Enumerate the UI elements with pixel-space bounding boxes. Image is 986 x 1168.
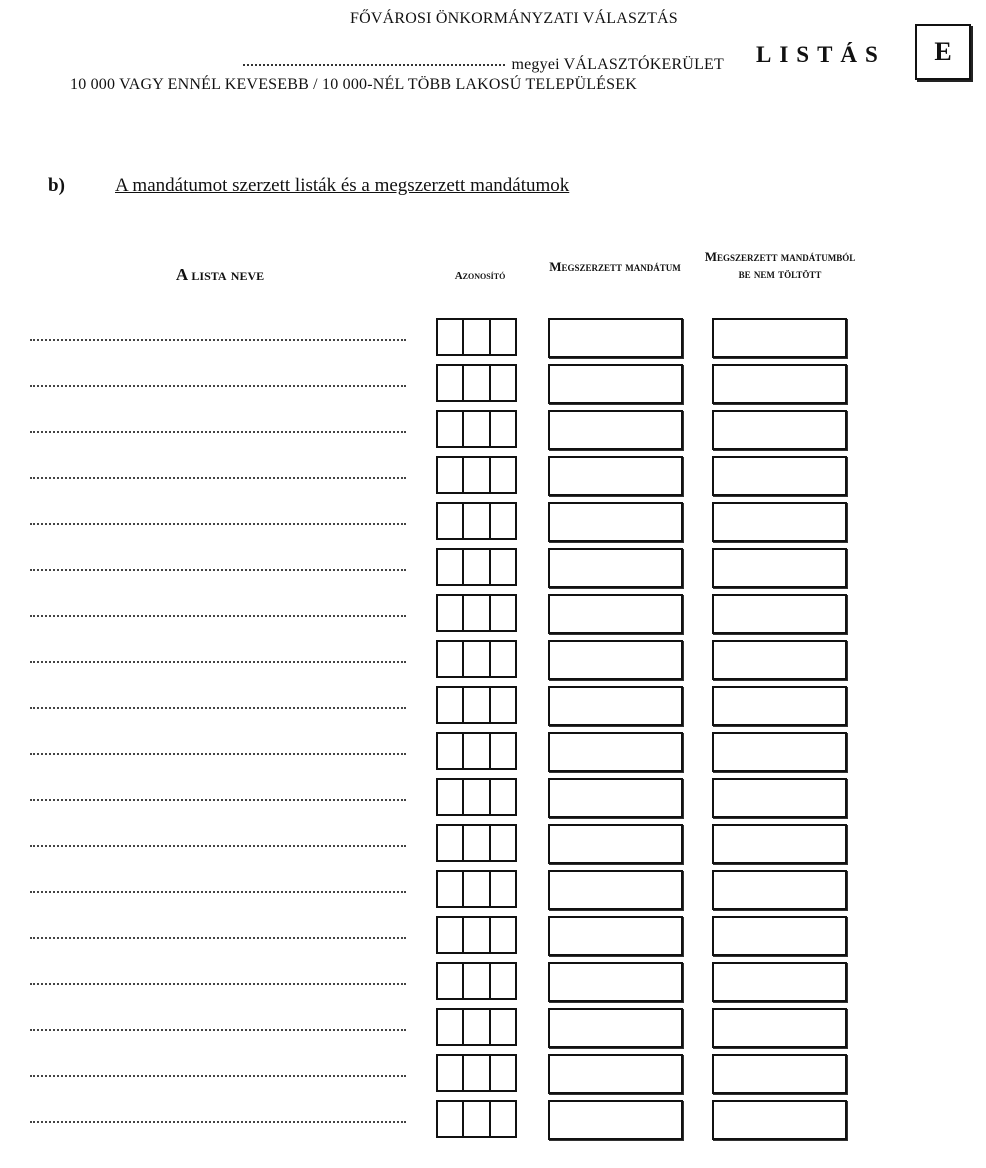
section-title: A mandátumot szerzett listák és a megszerzett mandátumok [115,175,570,196]
list-name-line[interactable] [30,707,406,709]
mandates-unfilled-box[interactable] [712,410,847,450]
identifier-box [436,640,517,678]
list-name-line[interactable] [30,1121,406,1123]
form-row [0,916,986,962]
identifier-digit-cell[interactable] [489,596,515,630]
identifier-digit-cell[interactable] [462,596,488,630]
identifier-digit-cell[interactable] [462,642,488,676]
identifier-digit-cell[interactable] [489,826,515,860]
mandates-unfilled-box[interactable] [712,502,847,542]
form-row [0,962,986,1008]
form-row [0,1008,986,1054]
mandates-won-box[interactable] [548,824,683,864]
mandates-won-box[interactable] [548,778,683,818]
form-row [0,364,986,410]
list-name-line[interactable] [30,661,406,663]
mandates-unfilled-box[interactable] [712,962,847,1002]
mandates-won-box[interactable] [548,456,683,496]
identifier-digit-cell[interactable] [462,504,488,538]
identifier-digit-cell[interactable] [438,780,462,814]
form-letter-box [915,24,971,80]
identifier-digit-cell[interactable] [489,964,515,998]
identifier-digit-cell[interactable] [489,412,515,446]
mandates-won-box[interactable] [548,732,683,772]
identifier-digit-cell[interactable] [489,872,515,906]
mandates-won-box[interactable] [548,364,683,404]
list-name-line[interactable] [30,937,406,939]
identifier-box [436,548,517,586]
identifier-digit-cell[interactable] [462,918,488,952]
identifier-box [436,502,517,540]
identifier-digit-cell[interactable] [462,734,488,768]
column-header-mandates-won: Megszerzett mandátum [549,259,681,274]
list-name-line[interactable] [30,569,406,571]
form-row [0,732,986,778]
mandates-unfilled-box[interactable] [712,364,847,404]
list-name-line[interactable] [30,385,406,387]
form-row [0,778,986,824]
list-name-line[interactable] [30,431,406,433]
mandates-won-box[interactable] [548,318,683,358]
mandates-unfilled-box[interactable] [712,870,847,910]
identifier-box [436,916,517,954]
identifier-digit-cell[interactable] [489,1010,515,1044]
mandates-won-box[interactable] [548,548,683,588]
identifier-digit-cell[interactable] [438,1010,462,1044]
identifier-digit-cell[interactable] [489,688,515,722]
mandates-unfilled-box[interactable] [712,318,847,358]
identifier-digit-cell[interactable] [462,826,488,860]
identifier-digit-cell[interactable] [438,1056,462,1090]
identifier-digit-cell[interactable] [462,458,488,492]
identifier-digit-cell[interactable] [438,366,462,400]
identifier-box [436,318,517,356]
identifier-digit-cell[interactable] [489,1102,515,1136]
list-name-line[interactable] [30,983,406,985]
form-row [0,1100,986,1146]
mandates-unfilled-box[interactable] [712,1008,847,1048]
mandates-unfilled-box[interactable] [712,824,847,864]
identifier-digit-cell[interactable] [462,550,488,584]
mandates-won-box[interactable] [548,502,683,542]
section-marker: b) [48,175,65,196]
mandates-unfilled-box[interactable] [712,916,847,956]
column-header-identifier: Azonosító [454,270,506,282]
mandates-unfilled-box[interactable] [712,456,847,496]
identifier-box [436,456,517,494]
form-row [0,640,986,686]
list-name-line[interactable] [30,753,406,755]
identifier-digit-cell[interactable] [438,642,462,676]
mandates-unfilled-box[interactable] [712,640,847,680]
identifier-digit-cell[interactable] [489,366,515,400]
form-type-label: LISTÁS [756,42,886,67]
identifier-digit-cell[interactable] [462,780,488,814]
identifier-box [436,1100,517,1138]
identifier-box [436,364,517,402]
form-row [0,548,986,594]
identifier-digit-cell[interactable] [438,688,462,722]
mandates-won-box[interactable] [548,640,683,680]
mandates-unfilled-box[interactable] [712,1100,847,1140]
identifier-digit-cell[interactable] [438,918,462,952]
identifier-digit-cell[interactable] [438,826,462,860]
list-name-line[interactable] [30,523,406,525]
identifier-digit-cell[interactable] [438,596,462,630]
identifier-digit-cell[interactable] [462,1056,488,1090]
form-row [0,502,986,548]
identifier-digit-cell[interactable] [438,1102,462,1136]
list-name-line[interactable] [30,339,406,341]
mandates-unfilled-box[interactable] [712,686,847,726]
identifier-digit-cell[interactable] [489,458,515,492]
settlement-type-line: 10 000 VAGY ENNÉL KEVESEBB / 10 000-NÉL TÖBB LAKOSÚ TELEPÜLÉSEK [70,76,637,93]
mandates-won-box[interactable] [548,870,683,910]
form-row [0,456,986,502]
mandates-unfilled-box[interactable] [712,1054,847,1094]
list-name-line[interactable] [30,1029,406,1031]
identifier-digit-cell[interactable] [489,320,515,354]
identifier-digit-cell[interactable] [438,734,462,768]
column-header-mandates-unfilled: Megszerzett mandátumból be nem töltött [704,249,856,281]
identifier-digit-cell[interactable] [462,872,488,906]
identifier-digit-cell[interactable] [489,642,515,676]
identifier-box [436,1054,517,1092]
identifier-digit-cell[interactable] [462,412,488,446]
identifier-digit-cell[interactable] [462,1010,488,1044]
mandates-won-box[interactable] [548,410,683,450]
identifier-digit-cell[interactable] [462,964,488,998]
election-title: FŐVÁROSI ÖNKORMÁNYZATI VÁLASZTÁS [350,10,678,27]
column-header-list-name: A lista neve [175,265,265,284]
mandates-unfilled-box[interactable] [712,594,847,634]
identifier-digit-cell[interactable] [438,550,462,584]
identifier-digit-cell[interactable] [462,366,488,400]
list-name-line[interactable] [30,891,406,893]
identifier-digit-cell[interactable] [438,412,462,446]
identifier-digit-cell[interactable] [489,1056,515,1090]
county-suffix-label: megyei VÁLASZTÓKERÜLET [511,56,724,73]
mandates-won-box[interactable] [548,1054,683,1094]
list-name-line[interactable] [30,799,406,801]
identifier-digit-cell[interactable] [462,1102,488,1136]
form-row [0,410,986,456]
mandates-won-box[interactable] [548,686,683,726]
identifier-digit-cell[interactable] [438,872,462,906]
form-row [0,824,986,870]
identifier-digit-cell[interactable] [489,918,515,952]
identifier-digit-cell[interactable] [438,320,462,354]
county-name-blank[interactable] [243,64,505,66]
list-name-line[interactable] [30,845,406,847]
identifier-box [436,732,517,770]
form-row [0,318,986,364]
identifier-digit-cell[interactable] [438,964,462,998]
list-name-line[interactable] [30,477,406,479]
mandates-won-box[interactable] [548,1008,683,1048]
identifier-box [436,778,517,816]
identifier-box [436,824,517,862]
identifier-digit-cell[interactable] [489,780,515,814]
list-name-line[interactable] [30,1075,406,1077]
identifier-box [436,1008,517,1046]
mandates-won-box[interactable] [548,594,683,634]
identifier-box [436,410,517,448]
form-letter: E [934,37,952,66]
form-row [0,1054,986,1100]
identifier-digit-cell[interactable] [462,320,488,354]
form-row [0,594,986,640]
form-row [0,870,986,916]
identifier-box [436,962,517,1000]
identifier-digit-cell[interactable] [438,504,462,538]
identifier-digit-cell[interactable] [489,504,515,538]
mandates-won-box[interactable] [548,962,683,1002]
mandates-unfilled-box[interactable] [712,548,847,588]
county-district-line [243,56,724,74]
identifier-digit-cell[interactable] [462,688,488,722]
mandates-unfilled-box[interactable] [712,778,847,818]
identifier-digit-cell[interactable] [489,550,515,584]
identifier-box [436,594,517,632]
mandates-unfilled-box[interactable] [712,732,847,772]
form-row [0,686,986,732]
mandates-won-box[interactable] [548,1100,683,1140]
identifier-digit-cell[interactable] [438,458,462,492]
identifier-box [436,870,517,908]
list-name-line[interactable] [30,615,406,617]
identifier-digit-cell[interactable] [489,734,515,768]
mandates-won-box[interactable] [548,916,683,956]
identifier-box [436,686,517,724]
